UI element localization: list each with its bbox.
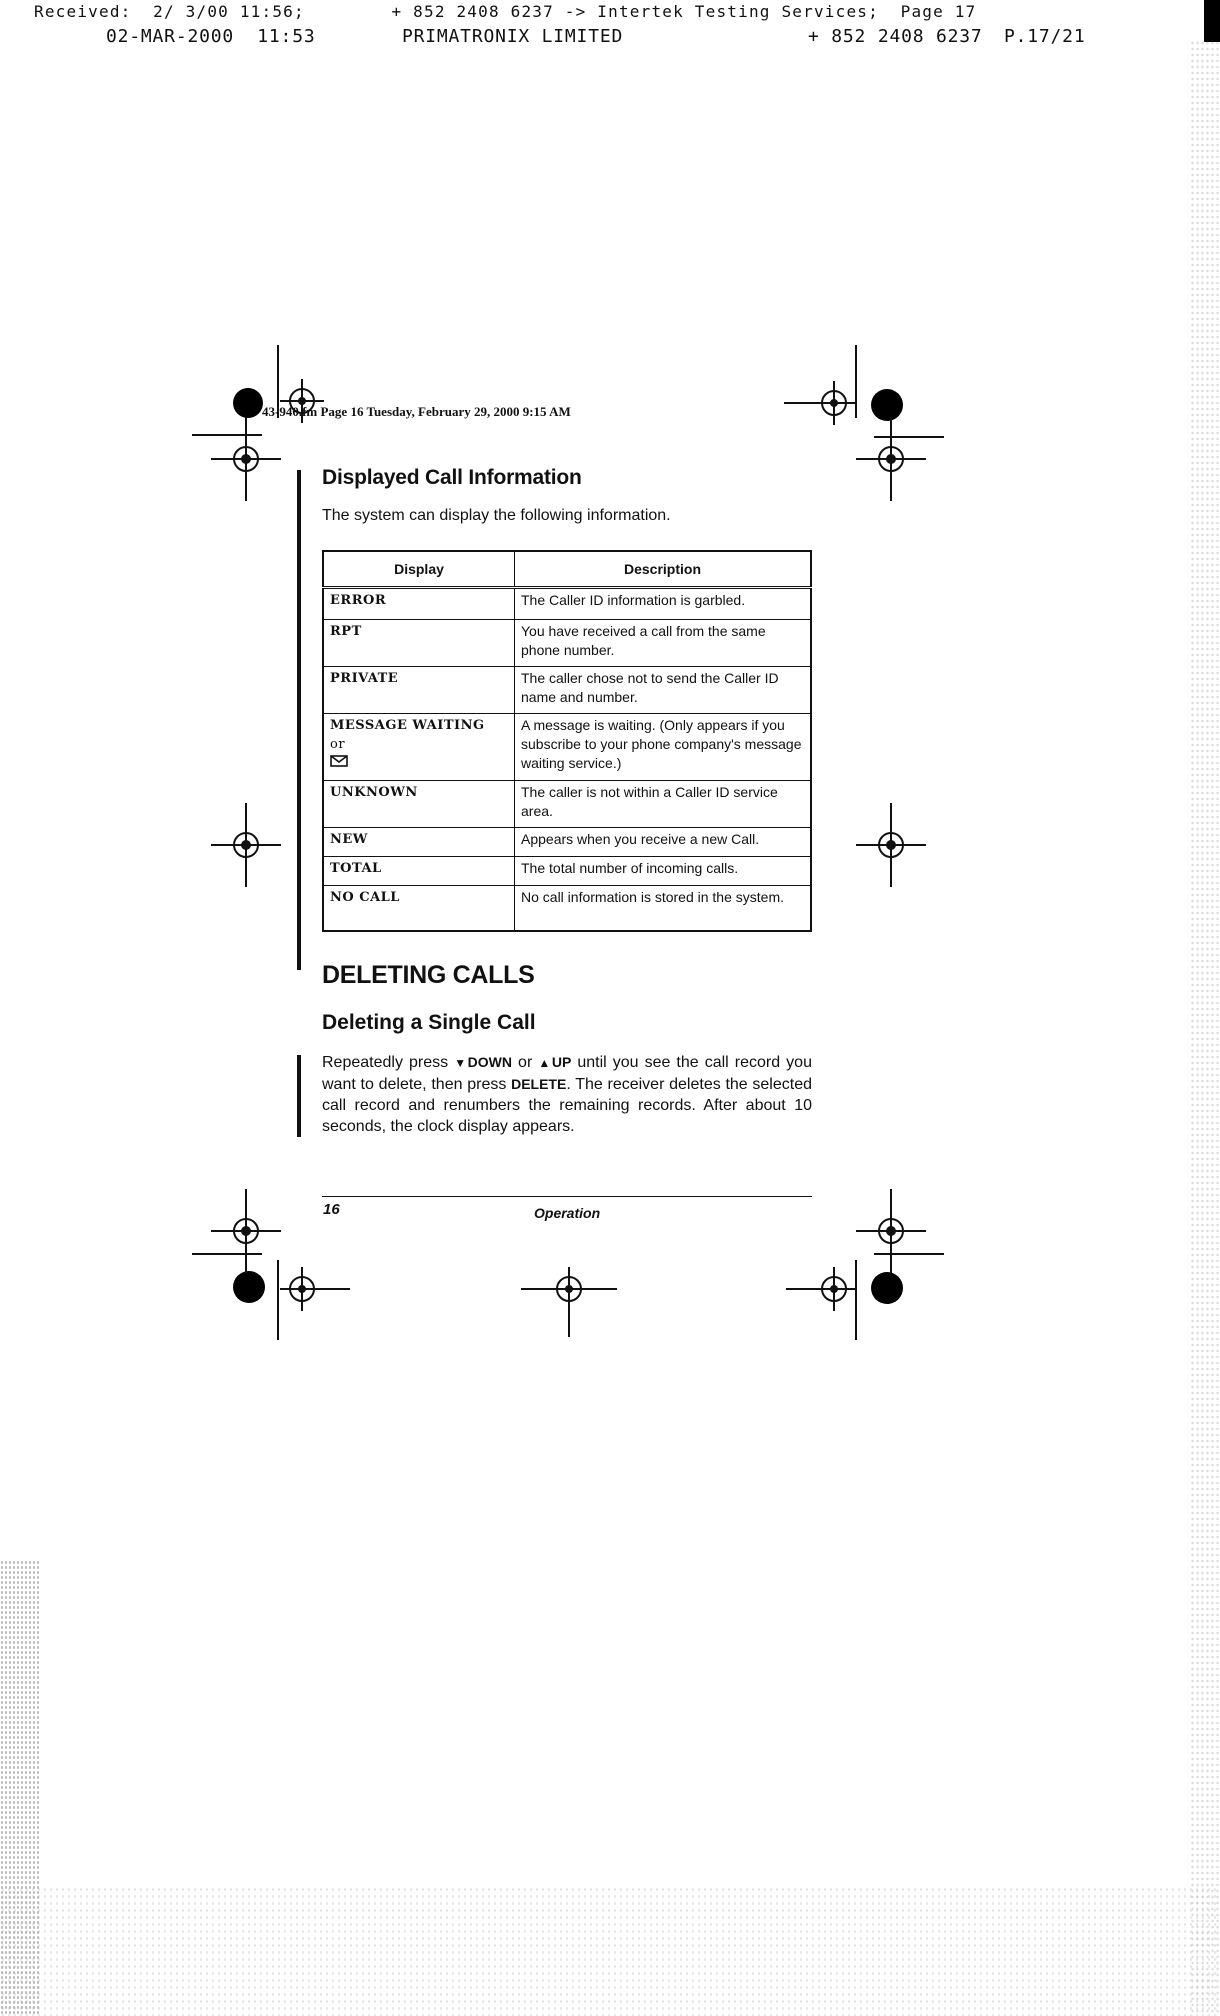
table-row — [323, 620, 811, 667]
envelope-icon — [330, 755, 348, 767]
deleting-instructions — [322, 1052, 812, 1137]
instruction-text-or: or — [512, 1054, 539, 1071]
section-title: Displayed Call Information — [322, 466, 582, 489]
display-code: MESSAGE WAITING — [330, 718, 485, 733]
change-bar-bottom — [297, 1055, 301, 1137]
up-key-label: UP — [551, 1054, 572, 1070]
fax-date-time: 02-MAR-2000 11:53 — [106, 26, 316, 47]
fax-received-line: Received: 2/ 3/00 11:56; + 852 2408 6237 -> Intertek Testing Services; Page 17 — [34, 2, 977, 21]
display-code: TOTAL — [323, 857, 515, 886]
display-code: NO CALL — [323, 886, 515, 932]
fax-phone: + 852 2408 6237 — [808, 26, 983, 47]
instruction-text-3: . The receiver deletes the selected call record and renumbers the remaining records. After about 10 seconds, the clock display appears. — [322, 1076, 813, 1135]
fax-company: PRIMATRONIX LIMITED — [402, 26, 624, 47]
display-code: RPT — [323, 620, 515, 667]
display-or: or — [330, 737, 346, 752]
table-row — [323, 588, 811, 620]
table-header-display: Display — [323, 551, 515, 588]
table-header-description: Description — [515, 551, 812, 588]
display-description: The caller is not within a Caller ID service area. — [515, 781, 812, 828]
footer-section-name: Operation — [534, 1205, 601, 1221]
footer-rule — [322, 1196, 812, 1197]
display-description: The Caller ID information is garbled. — [515, 588, 812, 620]
display-code: UNKNOWN — [323, 781, 515, 828]
display-code-cell — [323, 714, 515, 781]
deleting-single-call-title: Deleting a Single Call — [322, 1011, 536, 1034]
table-row — [323, 828, 811, 857]
section-intro: The system can display the following information. — [322, 507, 671, 524]
down-arrow-icon: ▼ — [454, 1056, 468, 1070]
deleting-calls-title: DELETING CALLS — [322, 961, 535, 989]
frame-info-line: 43-940.fm Page 16 Tuesday, February 29, 2000 9:15 AM — [262, 404, 571, 419]
table-row — [323, 886, 811, 932]
change-bar-top — [297, 470, 301, 970]
display-description: No call information is stored in the system. — [515, 886, 812, 932]
fax-page-number: P.17/21 — [1004, 26, 1086, 47]
table-row — [323, 857, 811, 886]
instruction-text-1: Repeatedly press — [322, 1054, 455, 1071]
display-description: Appears when you receive a new Call. — [515, 828, 812, 857]
display-code: PRIVATE — [323, 667, 515, 714]
delete-key-label: DELETE — [511, 1076, 567, 1092]
table-row — [323, 667, 811, 714]
display-description: The total number of incoming calls. — [515, 857, 812, 886]
table-header-row — [323, 551, 811, 588]
display-description: The caller chose not to send the Caller ID name and number. — [515, 667, 812, 714]
footer-page-number: 16 — [323, 1201, 340, 1218]
display-description: You have received a call from the same phone number. — [515, 620, 812, 667]
table-row — [323, 781, 811, 828]
down-key-label: DOWN — [467, 1054, 512, 1070]
display-code: NEW — [323, 828, 515, 857]
display-code: ERROR — [323, 588, 515, 620]
table-row — [323, 714, 811, 781]
display-description: A message is waiting. (Only appears if you subscribe to your phone company's message waiting service.) — [515, 714, 812, 781]
instruction-text-2: until you see the call record you want to delete, then press — [322, 1054, 812, 1093]
up-arrow-icon: ▲ — [538, 1056, 552, 1070]
display-info-table — [322, 550, 812, 932]
